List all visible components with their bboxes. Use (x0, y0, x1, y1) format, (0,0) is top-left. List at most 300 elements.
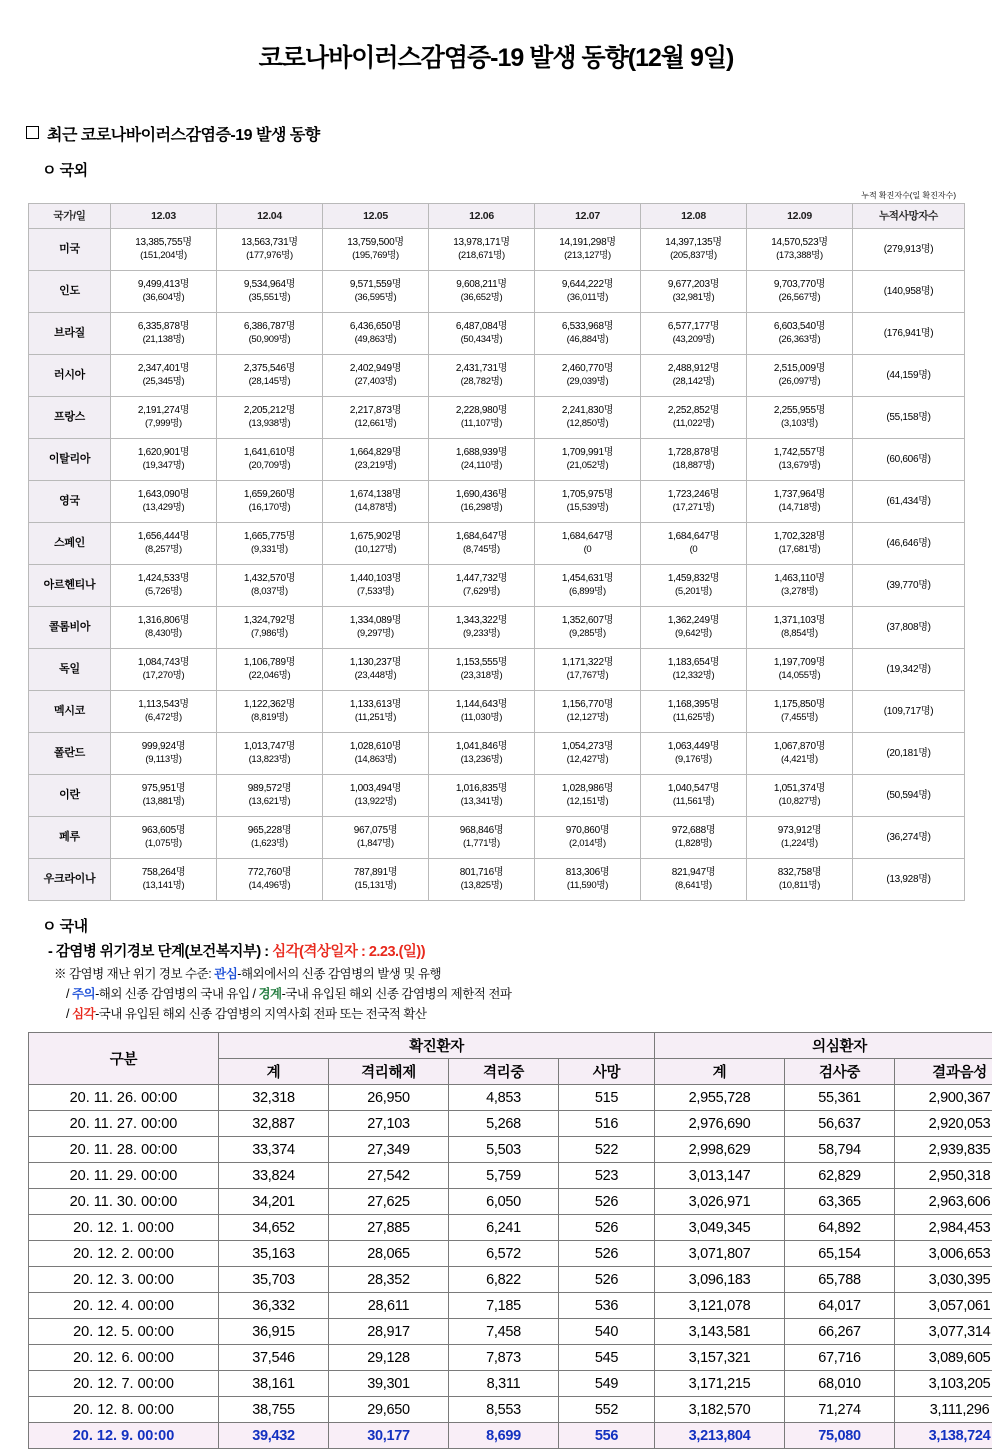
value-cell: 536 (559, 1293, 655, 1319)
value-cell: 515 (559, 1085, 655, 1111)
daily-cases: (36,652명) (429, 292, 534, 305)
cases-cell (111, 481, 217, 523)
daily-cases: (9,297명) (323, 628, 428, 641)
value-cell: 522 (559, 1137, 655, 1163)
cases-cell (111, 817, 217, 859)
daily-cases: (36,011명) (535, 292, 640, 305)
cases-cell (641, 775, 747, 817)
cumulative-cases: 1,454,631명 (562, 573, 613, 584)
value-cell: 27,542 (329, 1163, 449, 1189)
cases-cell (429, 313, 535, 355)
date-cell: 20. 11. 30. 00:00 (29, 1189, 219, 1215)
daily-cases: (9,642명) (641, 628, 746, 641)
cumulative-deaths-cell: (20,181명) (853, 733, 965, 775)
cumulative-cases: 2,228,980명 (456, 405, 507, 416)
daily-cases: (7,533명) (323, 586, 428, 599)
value-cell: 29,128 (329, 1345, 449, 1371)
cumulative-cases: 1,723,246명 (668, 489, 719, 500)
section-heading-recent-trend (26, 122, 992, 145)
cumulative-cases: 1,130,237명 (350, 657, 401, 668)
daily-cases: (12,661명) (323, 418, 428, 431)
overseas-table-header-row (29, 204, 965, 229)
daily-cases: (21,138명) (111, 334, 216, 347)
cases-cell (641, 229, 747, 271)
table-row (29, 1293, 992, 1319)
cumulative-deaths-cell: (19,342명) (853, 649, 965, 691)
cases-cell (747, 271, 853, 313)
cases-cell (323, 313, 429, 355)
cumulative-cases: 2,375,546명 (244, 363, 295, 374)
cumulative-cases: 13,978,171명 (453, 237, 509, 248)
value-cell: 2,998,629 (655, 1137, 785, 1163)
daily-cases: (8,641명) (641, 880, 746, 893)
cases-cell (111, 691, 217, 733)
cases-cell (111, 355, 217, 397)
domestic-col-released: 격리해제 (329, 1059, 449, 1085)
cumulative-cases: 14,191,298명 (559, 237, 615, 248)
cases-cell (429, 859, 535, 901)
cumulative-cases: 2,488,912명 (668, 363, 719, 374)
cases-cell (217, 649, 323, 691)
value-cell: 526 (559, 1267, 655, 1293)
cases-cell (747, 229, 853, 271)
cumulative-cases: 1,040,547명 (668, 783, 719, 794)
cumulative-cases: 1,051,374명 (774, 783, 825, 794)
value-cell: 32,887 (219, 1111, 329, 1137)
table-row (29, 229, 965, 271)
table-row (29, 1189, 992, 1215)
table-row (29, 775, 965, 817)
date-cell: 20. 11. 29. 00:00 (29, 1163, 219, 1189)
cumulative-cases: 1,659,260명 (244, 489, 295, 500)
cases-cell (323, 775, 429, 817)
cumulative-deaths-cell: (109,717명) (853, 691, 965, 733)
country-name-cell: 러시아 (29, 355, 111, 397)
daily-cases: (17,767명) (535, 670, 640, 683)
value-cell: 2,963,606 (895, 1189, 992, 1215)
value-cell: 2,984,453 (895, 1215, 992, 1241)
cases-cell (111, 271, 217, 313)
cumulative-cases: 975,951명 (142, 783, 185, 794)
daily-cases: (13,679명) (747, 460, 852, 473)
cumulative-cases: 2,255,955명 (774, 405, 825, 416)
value-cell: 3,171,215 (655, 1371, 785, 1397)
table-row (29, 733, 965, 775)
cases-cell (323, 733, 429, 775)
cumulative-cases: 1,737,964명 (774, 489, 825, 500)
value-cell: 64,892 (785, 1215, 895, 1241)
cumulative-cases: 1,728,878명 (668, 447, 719, 458)
daily-cases: (1,847명) (323, 838, 428, 851)
cases-cell (217, 733, 323, 775)
cases-cell (429, 229, 535, 271)
cases-cell (641, 565, 747, 607)
cases-cell (217, 481, 323, 523)
cases-cell (111, 439, 217, 481)
daily-cases: (25,345명) (111, 376, 216, 389)
cumulative-cases: 2,205,212명 (244, 405, 295, 416)
alert-note-line-2: / 주의-해외 신종 감염병의 국내 유입 / 경계-국내 유입된 해외 신종 감염병의 제한적 전파 (66, 984, 992, 1002)
cumulative-cases: 1,343,322명 (456, 615, 507, 626)
value-cell: 55,361 (785, 1085, 895, 1111)
table-row (29, 523, 965, 565)
daily-cases: (35,551명) (217, 292, 322, 305)
cumulative-cases: 973,912명 (778, 825, 821, 836)
daily-cases: (1,224명) (747, 838, 852, 851)
table-row (29, 1397, 992, 1423)
daily-cases: (14,055명) (747, 670, 852, 683)
daily-cases: (7,999명) (111, 418, 216, 431)
daily-cases: (11,030명) (429, 712, 534, 725)
cumulative-cases: 6,603,540명 (774, 321, 825, 332)
cases-cell (535, 607, 641, 649)
cumulative-cases: 758,264명 (142, 867, 185, 878)
daily-cases: (17,270명) (111, 670, 216, 683)
daily-cases: (12,332명) (641, 670, 746, 683)
daily-cases: (13,621명) (217, 796, 322, 809)
cumulative-cases: 2,241,830명 (562, 405, 613, 416)
value-cell: 67,716 (785, 1345, 895, 1371)
daily-cases: (9,233명) (429, 628, 534, 641)
cases-cell (535, 775, 641, 817)
cumulative-cases: 2,431,731명 (456, 363, 507, 374)
cases-cell (535, 481, 641, 523)
cumulative-cases: 1,665,775명 (244, 531, 295, 542)
value-cell: 2,939,835 (895, 1137, 992, 1163)
value-cell: 27,103 (329, 1111, 449, 1137)
table-row (29, 1423, 992, 1449)
value-cell: 36,332 (219, 1293, 329, 1319)
cumulative-cases: 1,705,975명 (562, 489, 613, 500)
cases-cell (535, 649, 641, 691)
overseas-col-1208: 12.08 (641, 204, 747, 229)
domestic-cases-table (28, 1032, 992, 1449)
table-row (29, 1137, 992, 1163)
cases-cell (111, 565, 217, 607)
value-cell: 38,755 (219, 1397, 329, 1423)
table-row (29, 1267, 992, 1293)
daily-cases: (28,782명) (429, 376, 534, 389)
cases-cell (429, 607, 535, 649)
table-row (29, 1215, 992, 1241)
table-row (29, 817, 965, 859)
cases-cell (323, 691, 429, 733)
value-cell: 30,177 (329, 1423, 449, 1449)
daily-cases: (10,827명) (747, 796, 852, 809)
cumulative-cases: 1,463,110명 (774, 573, 824, 584)
cumulative-cases: 1,742,557명 (774, 447, 825, 458)
value-cell: 2,950,318 (895, 1163, 992, 1189)
daily-cases: (0 (641, 544, 746, 557)
cases-cell (111, 313, 217, 355)
cases-cell (323, 229, 429, 271)
cumulative-cases: 1,709,991명 (562, 447, 613, 458)
cumulative-cases: 1,371,103명 (774, 615, 825, 626)
alert-keyword-gyeonggye: 경계 (258, 987, 281, 1001)
value-cell: 2,976,690 (655, 1111, 785, 1137)
country-name-cell: 영국 (29, 481, 111, 523)
value-cell: 2,955,728 (655, 1085, 785, 1111)
cases-cell (641, 733, 747, 775)
cumulative-cases: 1,424,533명 (138, 573, 189, 584)
value-cell: 2,920,053 (895, 1111, 992, 1137)
cases-cell (747, 565, 853, 607)
daily-cases: (1,828명) (641, 838, 746, 851)
overseas-col-cumulative-deaths: 누적사망자수 (853, 204, 965, 229)
daily-cases: (13,823명) (217, 754, 322, 767)
cumulative-deaths-cell: (36,274명) (853, 817, 965, 859)
country-name-cell: 멕시코 (29, 691, 111, 733)
value-cell: 28,917 (329, 1319, 449, 1345)
cases-cell (111, 733, 217, 775)
daily-cases: (8,257명) (111, 544, 216, 557)
daily-cases: (1,623명) (217, 838, 322, 851)
daily-cases: (5,201명) (641, 586, 746, 599)
cumulative-cases: 2,252,852명 (668, 405, 719, 416)
value-cell: 3,006,653 (895, 1241, 992, 1267)
value-cell: 516 (559, 1111, 655, 1137)
cases-cell (747, 397, 853, 439)
table-row (29, 397, 965, 439)
cases-cell (535, 397, 641, 439)
cumulative-cases: 1,175,850명 (774, 699, 825, 710)
daily-cases: (50,909명) (217, 334, 322, 347)
daily-cases: (213,127명) (535, 250, 640, 263)
daily-cases: (8,430명) (111, 628, 216, 641)
daily-cases: (11,561명) (641, 796, 746, 809)
daily-cases: (14,863명) (323, 754, 428, 767)
daily-cases: (205,837명) (641, 250, 746, 263)
cumulative-cases: 13,385,755명 (135, 237, 191, 248)
cases-cell (641, 691, 747, 733)
alert-level-value: 심각(격상일자 : 2.23.(일)) (272, 944, 425, 960)
daily-cases: (8,854명) (747, 628, 852, 641)
cases-cell (641, 355, 747, 397)
cumulative-cases: 1,063,449명 (668, 741, 719, 752)
daily-cases: (49,863명) (323, 334, 428, 347)
cumulative-cases: 1,197,709명 (774, 657, 825, 668)
date-cell: 20. 11. 26. 00:00 (29, 1085, 219, 1111)
alert-note-2-rest: -국내 유입된 해외 신종 감염병의 제한적 전파 (282, 987, 512, 1001)
date-cell: 20. 12. 3. 00:00 (29, 1267, 219, 1293)
table-row (29, 1111, 992, 1137)
daily-cases: (26,567명) (747, 292, 852, 305)
cases-cell (323, 649, 429, 691)
cumulative-deaths-cell: (39,770명) (853, 565, 965, 607)
value-cell: 64,017 (785, 1293, 895, 1319)
cases-cell (429, 649, 535, 691)
daily-cases: (218,671명) (429, 250, 534, 263)
daily-cases: (9,285명) (535, 628, 640, 641)
cases-cell (323, 397, 429, 439)
value-cell: 7,458 (449, 1319, 559, 1345)
cumulative-cases: 9,571,559명 (350, 279, 401, 290)
page-title: 코로나바이러스감염증-19 발생 동향(12월 9일) (0, 38, 992, 74)
value-cell: 27,349 (329, 1137, 449, 1163)
value-cell: 4,853 (449, 1085, 559, 1111)
cumulative-cases: 1,664,829명 (350, 447, 401, 458)
value-cell: 65,788 (785, 1267, 895, 1293)
daily-cases: (13,236명) (429, 754, 534, 767)
cases-cell (641, 481, 747, 523)
alert-note-3-rest: -국내 유입된 해외 신종 감염병의 지역사회 전파 또는 전국적 확산 (95, 1007, 426, 1021)
daily-cases: (0 (535, 544, 640, 557)
cases-cell (323, 439, 429, 481)
cumulative-cases: 1,153,555명 (456, 657, 507, 668)
overseas-cases-table (28, 203, 965, 901)
cases-cell (747, 649, 853, 691)
value-cell: 63,365 (785, 1189, 895, 1215)
cumulative-cases: 970,860명 (566, 825, 609, 836)
value-cell: 3,157,321 (655, 1345, 785, 1371)
date-cell: 20. 12. 6. 00:00 (29, 1345, 219, 1371)
value-cell: 8,311 (449, 1371, 559, 1397)
cumulative-cases: 1,067,870명 (774, 741, 825, 752)
cases-cell (747, 313, 853, 355)
value-cell: 7,873 (449, 1345, 559, 1371)
cases-cell (323, 355, 429, 397)
table-row (29, 481, 965, 523)
value-cell: 38,161 (219, 1371, 329, 1397)
value-cell: 3,089,605 (895, 1345, 992, 1371)
cases-cell (535, 691, 641, 733)
cases-cell (111, 859, 217, 901)
daily-cases: (8,819명) (217, 712, 322, 725)
cases-cell (429, 523, 535, 565)
value-cell: 62,829 (785, 1163, 895, 1189)
daily-cases: (11,625명) (641, 712, 746, 725)
daily-cases: (7,986명) (217, 628, 322, 641)
value-cell: 3,071,807 (655, 1241, 785, 1267)
alert-keyword-gwansim: 관심 (214, 967, 237, 981)
daily-cases: (6,899명) (535, 586, 640, 599)
cumulative-cases: 1,168,395명 (668, 699, 719, 710)
cumulative-deaths-cell: (55,158명) (853, 397, 965, 439)
cumulative-cases: 967,075명 (354, 825, 397, 836)
daily-cases: (8,037명) (217, 586, 322, 599)
value-cell: 7,185 (449, 1293, 559, 1319)
cases-cell (217, 607, 323, 649)
daily-cases: (14,878명) (323, 502, 428, 515)
daily-cases: (3,103명) (747, 418, 852, 431)
cases-cell (111, 775, 217, 817)
alert-note-1-prefix: ※ 감염병 재난 위기 경보 수준: (54, 967, 214, 981)
value-cell: 549 (559, 1371, 655, 1397)
date-cell: 20. 11. 27. 00:00 (29, 1111, 219, 1137)
daily-cases: (23,448명) (323, 670, 428, 683)
table-row (29, 1319, 992, 1345)
table-row (29, 1371, 992, 1397)
domestic-col-category: 구분 (29, 1033, 219, 1085)
cumulative-deaths-cell: (279,913명) (853, 229, 965, 271)
daily-cases: (10,811명) (747, 880, 852, 893)
daily-cases: (12,850명) (535, 418, 640, 431)
table-row (29, 313, 965, 355)
overseas-col-1205: 12.05 (323, 204, 429, 229)
cases-cell (747, 523, 853, 565)
daily-cases: (23,318명) (429, 670, 534, 683)
cumulative-deaths-cell: (60,606명) (853, 439, 965, 481)
country-name-cell: 브라질 (29, 313, 111, 355)
daily-cases: (7,455명) (747, 712, 852, 725)
cases-cell (111, 229, 217, 271)
cumulative-cases: 9,677,203명 (668, 279, 719, 290)
value-cell: 27,625 (329, 1189, 449, 1215)
cumulative-cases: 2,191,274명 (138, 405, 189, 416)
cases-cell (217, 565, 323, 607)
cases-cell (641, 439, 747, 481)
cases-cell (111, 397, 217, 439)
cases-cell (429, 355, 535, 397)
cases-cell (747, 859, 853, 901)
cases-cell (217, 859, 323, 901)
cumulative-cases: 6,487,084명 (456, 321, 507, 332)
daily-cases: (21,052명) (535, 460, 640, 473)
cases-cell (535, 817, 641, 859)
daily-cases: (26,097명) (747, 376, 852, 389)
cases-cell (535, 565, 641, 607)
cumulative-cases: 1,656,444명 (138, 531, 189, 542)
cases-cell (217, 229, 323, 271)
cumulative-cases: 1,440,103명 (350, 573, 401, 584)
date-cell: 20. 12. 1. 00:00 (29, 1215, 219, 1241)
cases-cell (535, 439, 641, 481)
daily-cases: (20,709명) (217, 460, 322, 473)
cumulative-cases: 1,171,322명 (562, 657, 613, 668)
table-row (29, 439, 965, 481)
cumulative-cases: 6,386,787명 (244, 321, 295, 332)
value-cell: 6,241 (449, 1215, 559, 1241)
domestic-col-isolating: 격리중 (449, 1059, 559, 1085)
value-cell: 526 (559, 1189, 655, 1215)
cumulative-cases: 1,641,610명 (244, 447, 295, 458)
cumulative-cases: 1,684,647명 (562, 531, 613, 542)
value-cell: 26,950 (329, 1085, 449, 1111)
cumulative-cases: 14,397,135명 (665, 237, 721, 248)
value-cell: 71,274 (785, 1397, 895, 1423)
domestic-col-testing: 검사중 (785, 1059, 895, 1085)
value-cell: 3,138,724 (895, 1423, 992, 1449)
country-name-cell: 프랑스 (29, 397, 111, 439)
cumulative-cases: 1,084,743명 (138, 657, 189, 668)
value-cell: 540 (559, 1319, 655, 1345)
value-cell: 36,915 (219, 1319, 329, 1345)
cases-cell (747, 607, 853, 649)
table-row (29, 355, 965, 397)
checkbox-bullet-icon (26, 126, 39, 139)
cumulative-cases: 1,028,610명 (350, 741, 401, 752)
cumulative-cases: 1,028,986명 (562, 783, 613, 794)
value-cell: 3,143,581 (655, 1319, 785, 1345)
cases-cell (217, 397, 323, 439)
date-cell: 20. 12. 7. 00:00 (29, 1371, 219, 1397)
cases-cell (111, 607, 217, 649)
daily-cases: (195,769명) (323, 250, 428, 263)
cases-cell (429, 397, 535, 439)
daily-cases: (173,388명) (747, 250, 852, 263)
value-cell: 5,268 (449, 1111, 559, 1137)
value-cell: 56,637 (785, 1111, 895, 1137)
cumulative-cases: 6,436,650명 (350, 321, 401, 332)
alert-keyword-juui: 주의 (72, 987, 95, 1001)
cases-cell (641, 271, 747, 313)
daily-cases: (11,251명) (323, 712, 428, 725)
cases-cell (217, 313, 323, 355)
value-cell: 68,010 (785, 1371, 895, 1397)
cumulative-cases: 13,759,500명 (347, 237, 403, 248)
alert-level-line (48, 940, 992, 961)
overseas-col-1206: 12.06 (429, 204, 535, 229)
